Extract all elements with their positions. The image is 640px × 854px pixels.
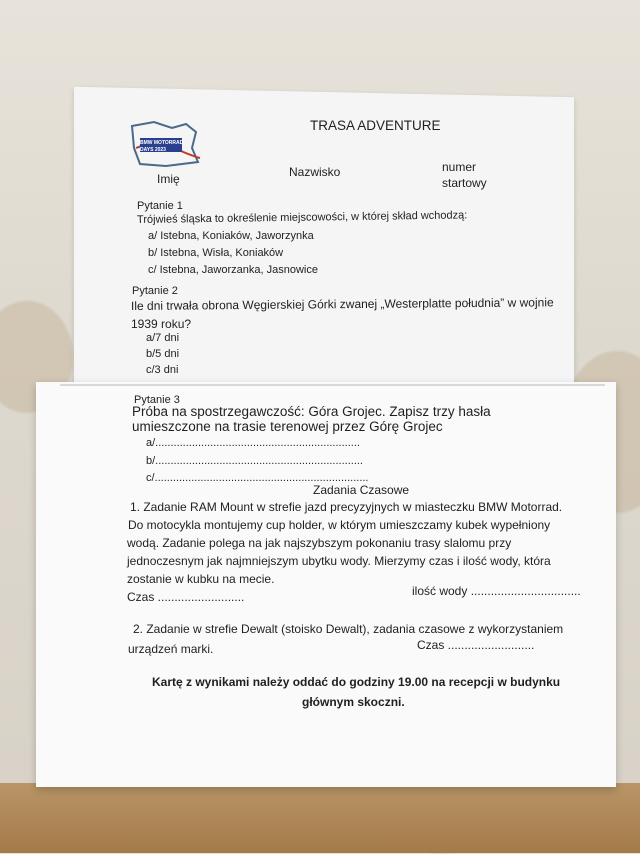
sheet-fold [60,384,605,386]
q3-label: Pytanie 3 [134,394,180,406]
q3-answer-c: c/...................................................................... [146,472,369,484]
q2-text-line1: Ile dni trwała obrona Węgierskiej Górki zwanej „Westerplatte południa” w wojnie [130,295,554,313]
task2-line1: 2. Zadanie w strefie Dewalt (stoisko Dewalt), zadania czasowe z wykorzystaniem [133,622,564,636]
footer-line2: głównym skoczni. [302,695,405,709]
q3-answer-b: b/.................................................................... [146,455,363,467]
footer-line1: Kartę z wynikami należy oddać do godziny 19.00 na recepcji w budynku [152,675,561,689]
q1-option-b: b/ Istebna, Wisła, Koniaków [148,247,284,259]
q2-option-c: c/3 dni [146,364,179,376]
surname-label: Nazwisko [289,165,341,179]
task1-time: Czas .......................... [127,590,245,604]
q1-label: Pytanie 1 [137,200,183,212]
q1-option-a: a/ Istebna, Koniaków, Jaworzynka [148,230,314,242]
q2-option-a: a/7 dni [146,332,180,344]
task1-water: ilość wody ................................. [412,584,581,598]
logo-subtext: DAYS 2023 [140,147,166,153]
page-title: TRASA ADVENTURE [310,118,441,133]
task1-line3: wodą. Zadanie polega na jak najszybszym pokonaniu trasy slalomu przy [127,536,512,550]
number-label-line1: numer [442,160,477,174]
task1-line1: 1. Zadanie RAM Mount w strefie jazd precyzyjnych w miasteczku BMW Motorrad. [130,500,563,514]
q3-text-line1: Próba na spostrzegawczość: Góra Grojec. Zapisz trzy hasła [132,404,491,419]
q3-answer-a: a/................................................................... [146,437,360,449]
q2-label: Pytanie 2 [132,285,178,297]
task2-line2: urządzeń marki. [128,642,214,656]
number-label-line2: startowy [442,176,487,190]
tasks-title: Zadania Czasowe [313,483,410,497]
q2-text-line2: 1939 roku? [131,317,192,331]
q3-text-line2: umieszczone na trasie terenowej przez Górę Grojec [132,419,443,434]
q2-option-b: b/5 dni [146,348,180,360]
logo-text: BMW MOTORRAD [140,140,184,146]
q1-text: Trójwieś śląska to określenie miejscowości, w której skład wchodzą: [136,209,468,226]
task2-time: Czas .......................... [417,638,535,652]
task1-line2: Do motocykla montujemy cup holder, w którym umieszczamy kubek wypełniony [128,518,551,532]
task1-line5: zostanie w kubku na mecie. [127,572,275,586]
q1-option-c: c/ Istebna, Jaworzanka, Jasnowice [148,264,318,276]
name-label: Imię [157,172,180,186]
task1-line4: jednoczesnym jak najmniejszym ubytku wody. Mierzymy czas i ilość wody, która [127,554,551,568]
